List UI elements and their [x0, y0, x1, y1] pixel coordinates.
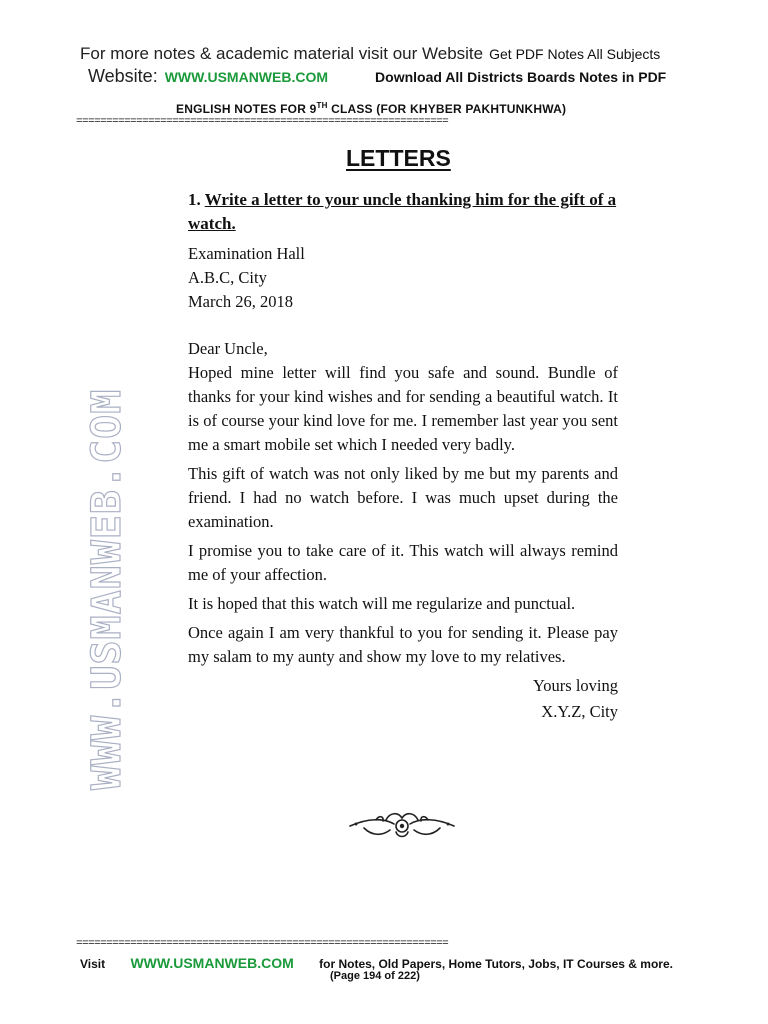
page-title: LETTERS — [346, 145, 451, 171]
address-line: A.B.C, City — [188, 268, 267, 287]
question-number: 1. — [188, 190, 201, 209]
download-notes-text: Download All Districts Boards Notes in PDF — [375, 69, 667, 85]
letter-paragraph: Hoped mine letter will find you safe and sound. Bundle of thanks for your kind wishes and for sending a beautiful watch. It is of course your kind love for me. I remember last year you sent me a smart mobile set which I needed very badly. — [188, 363, 618, 454]
letter-paragraph: I promise you to take care of it. This watch will always remind me of your affection. — [188, 541, 618, 584]
letter-body — [188, 242, 618, 724]
website-watermark: WWW.USMANWEB.COM — [84, 388, 130, 790]
header-promo-line — [80, 44, 660, 64]
letter-paragraph: It is hoped that this watch will me regularize and punctual. — [188, 594, 576, 613]
header-pdf-notes-text: Get PDF Notes All Subjects — [489, 46, 661, 62]
header-divider: ============================================================== — [76, 116, 449, 128]
website-link[interactable]: WWW.USMANWEB.COM — [164, 69, 329, 85]
footer-services-text: for Notes, Old Papers, Home Tutors, Jobs, IT Courses & more. — [319, 957, 673, 971]
footer-website-link[interactable]: WWW.USMANWEB.COM — [130, 955, 294, 971]
footer-divider: ============================================================== — [76, 938, 449, 950]
address-line: Examination Hall — [188, 244, 305, 263]
page-number: (Page 194 of 222) — [330, 970, 420, 982]
footer-line — [80, 955, 673, 971]
address-date: March 26, 2018 — [188, 292, 293, 311]
header-website-line — [88, 66, 666, 87]
header-promo-text: For more notes & academic material visit our Website — [80, 44, 484, 63]
letter-paragraph: Once again I am very thankful to you for sending it. Please pay my salam to my aunty and show my love to my relatives. — [188, 623, 618, 666]
letter-signature: X.Y.Z, City — [541, 702, 618, 721]
subject-heading: ENGLISH NOTES FOR 9TH CLASS (FOR KHYBER PAKHTUNKHWA) — [176, 101, 567, 116]
question-text: Write a letter to your uncle thanking him for the gift of a watch. — [188, 190, 617, 233]
website-label: Website: — [88, 66, 158, 86]
letter-closing: Yours loving — [533, 676, 618, 695]
letter-salutation: Dear Uncle, — [188, 339, 268, 358]
sender-address — [188, 242, 618, 314]
letter-paragraph: This gift of watch was not only liked by me but my parents and friend. I had no watch before. I was much upset during the examination. — [188, 464, 618, 531]
footer-visit-label: Visit — [80, 957, 106, 971]
decorative-ornament-icon — [346, 806, 458, 847]
question-heading — [188, 188, 618, 236]
